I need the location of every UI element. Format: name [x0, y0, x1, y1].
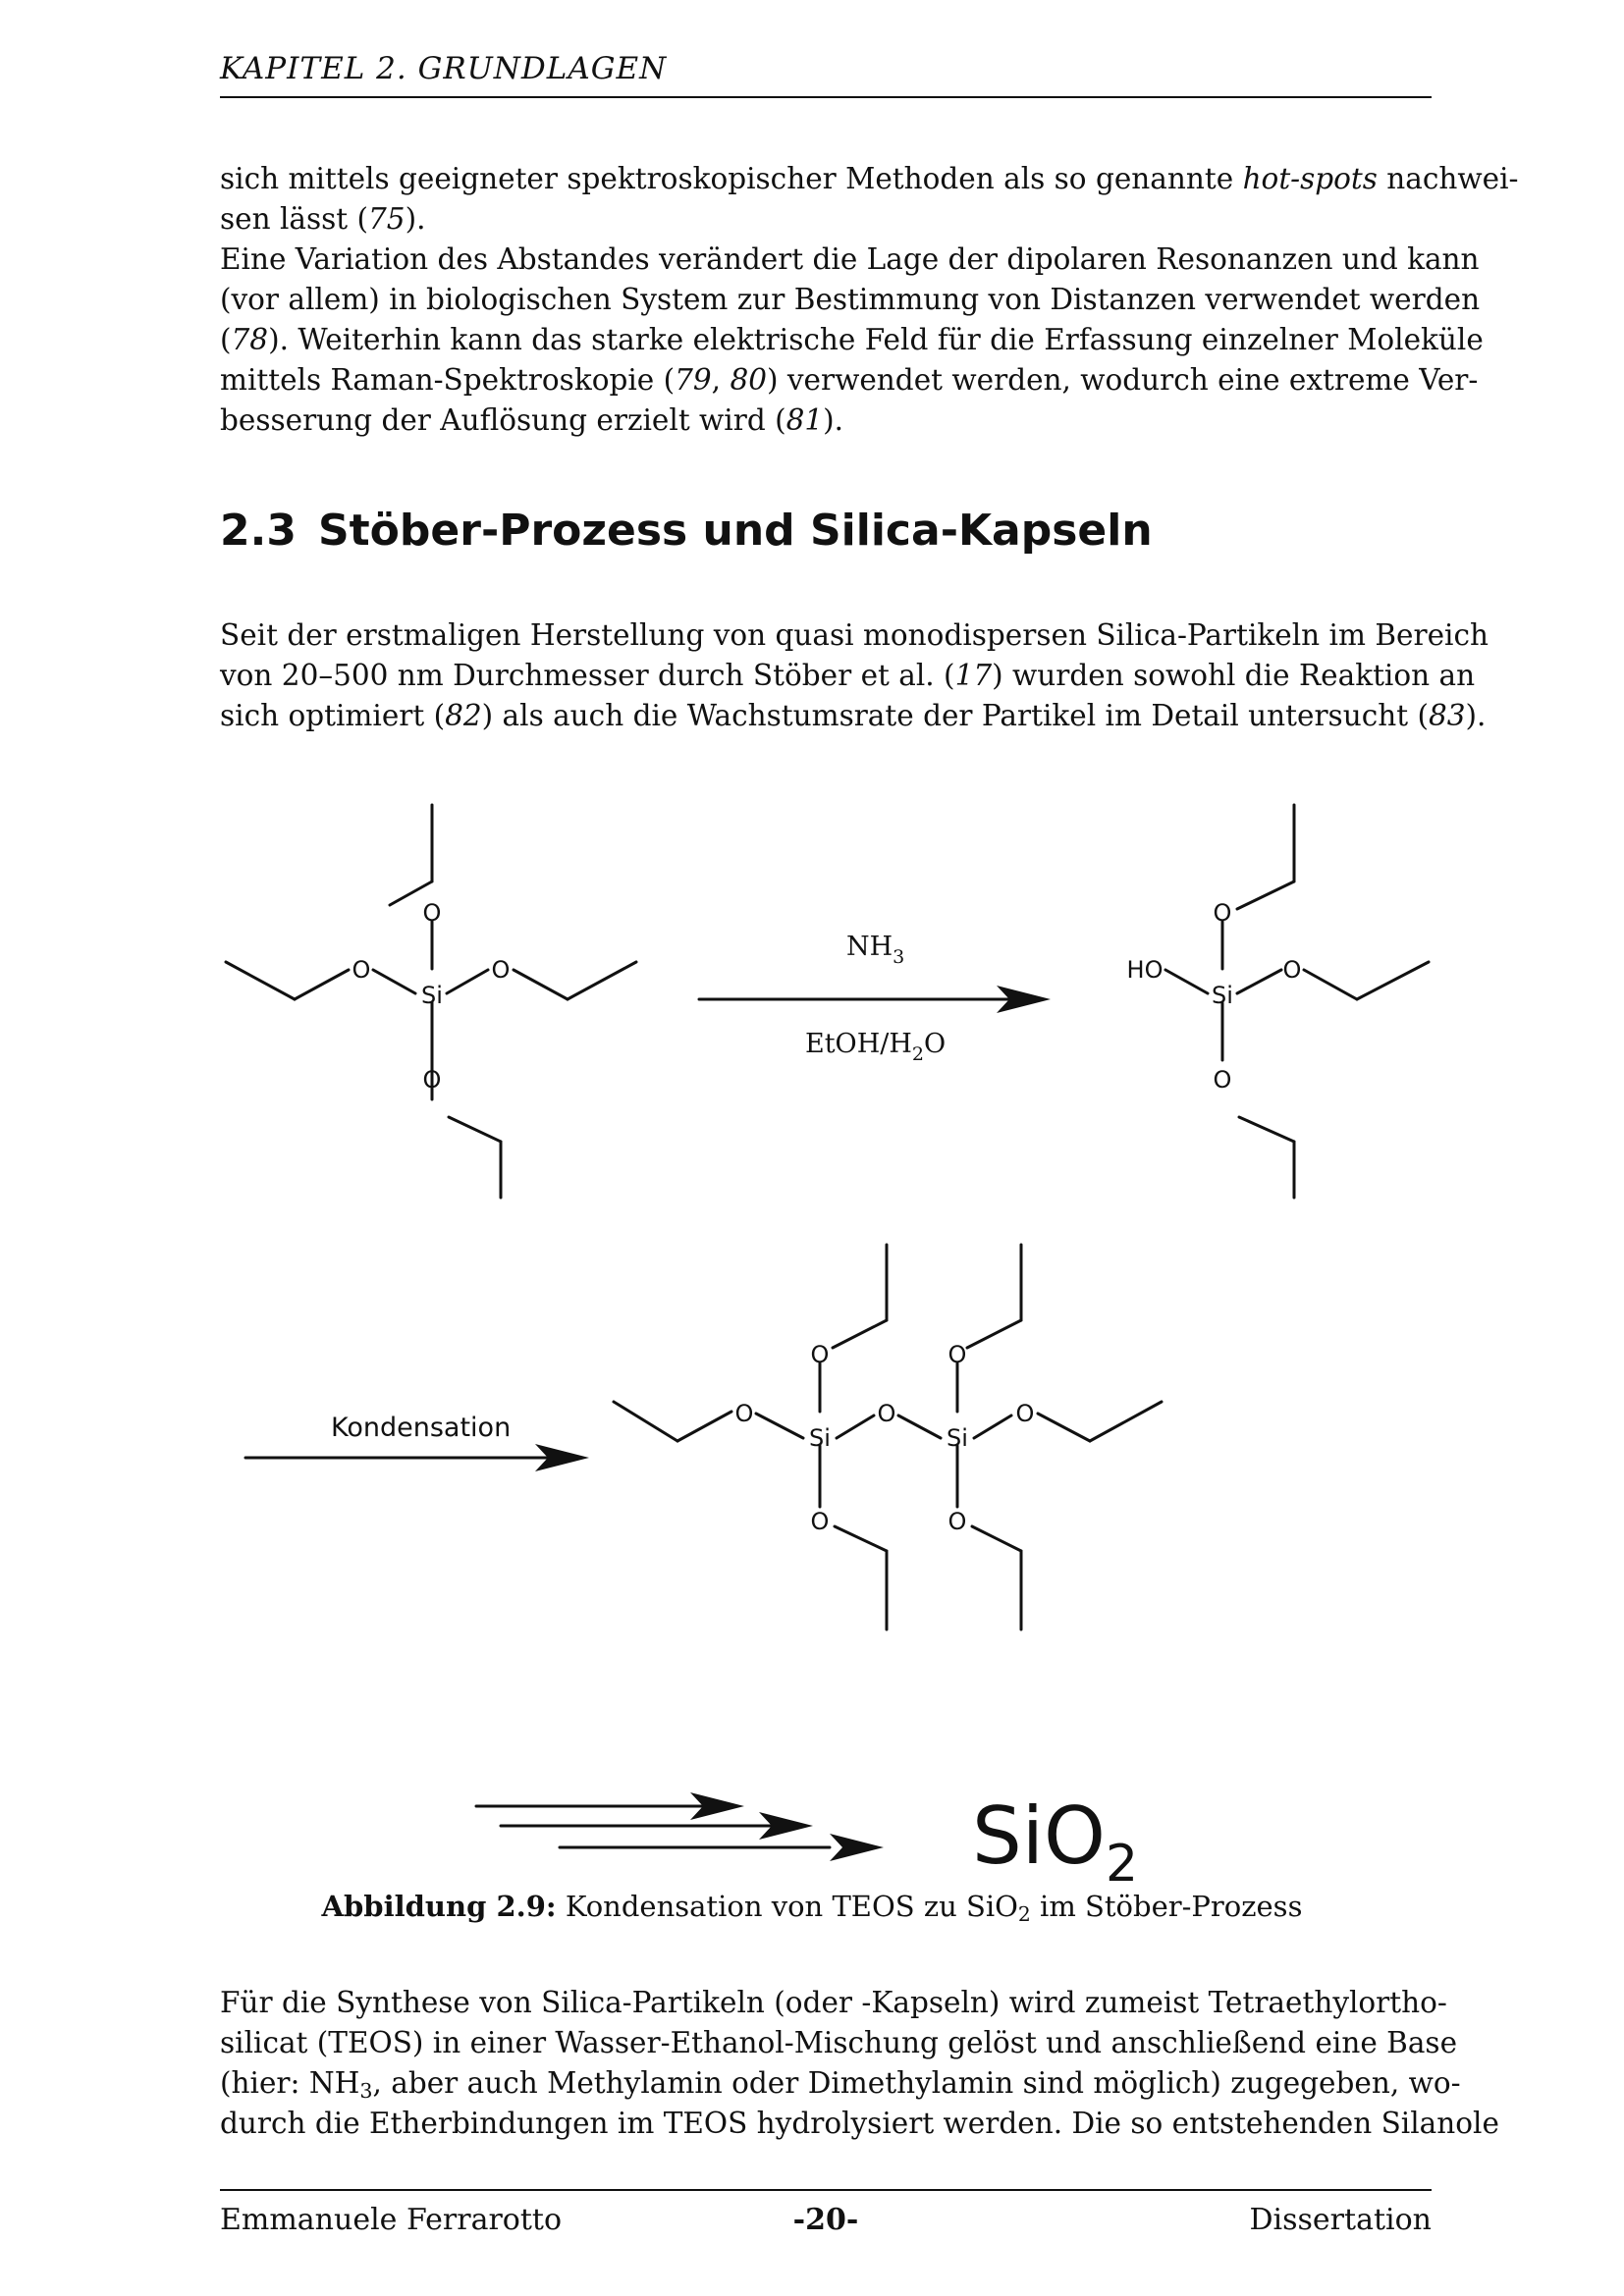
atom-label-si: Si [809, 1424, 831, 1452]
atom-label-o: O [810, 1341, 830, 1368]
header-rule [220, 96, 1432, 98]
running-head: KAPITEL 2. GRUNDLAGEN [220, 51, 668, 86]
text-line: sen lässt (75). [220, 202, 426, 236]
section-number: 2.3 [220, 506, 297, 556]
atom-label-ho: HO [1126, 956, 1164, 984]
atom-label-o: O [491, 956, 511, 984]
citation: 75 [368, 202, 406, 236]
text-line: Seit der erstmaligen Herstellung von quasi monodispersen Silica-Partikeln im Bereich [220, 618, 1489, 652]
reaction-scheme [0, 775, 1624, 1885]
atom-label-si: Si [1212, 982, 1233, 1009]
citation: 79 [675, 363, 712, 397]
citation: 83 [1428, 699, 1466, 732]
caption-label: Abbildung 2.9: [321, 1890, 557, 1923]
atom-label-o: O [1282, 956, 1302, 984]
reagent-label-bottom: EtOH/$H_2O$ [805, 1029, 947, 1065]
text-line: von 20–500 nm Durchmesser durch Stöber et al. (17) wurden sowohl die Reaktion an [220, 659, 1476, 692]
footer-document-type: Dissertation [1249, 2203, 1432, 2237]
atom-label-o: O [1213, 899, 1232, 927]
page-number: -20- [792, 2203, 859, 2237]
footer-author: Emmanuele Ferrarotto [220, 2203, 563, 2237]
atom-label-o: O [1213, 1066, 1232, 1094]
citation: 82 [445, 699, 482, 732]
atom-label-o: O [947, 1508, 967, 1535]
figure-teos-condensation [0, 775, 1624, 1885]
text-line: durch die Etherbindungen im TEOS hydrolysiert werden. Die so entstehenden Silanole [220, 2107, 1499, 2140]
text-line: besserung der Auflösung erzielt wird (81). [220, 403, 844, 437]
product-sio2: SiO$_2$ [972, 1790, 1139, 1885]
text-line: (78). Weiterhin kann das starke elektrische Feld für die Erfassung einzelner Moleküle [220, 323, 1484, 356]
atom-label-o: O [810, 1508, 830, 1535]
atom-label-o: O [422, 899, 442, 927]
silanol-molecule [1165, 805, 1429, 1198]
reagent-label-top: $NH_3$ [846, 932, 905, 968]
atom-label-si: Si [421, 982, 443, 1009]
arrow-head [830, 1834, 884, 1861]
paragraph-intro-continuation [220, 159, 1519, 240]
atom-label-o: O [877, 1400, 896, 1427]
atom-label-o: O [947, 1341, 967, 1368]
atom-label-si: Si [947, 1424, 968, 1452]
atom-label-o: O [422, 1066, 442, 1094]
emphasis-hot-spots: hot-spots [1242, 162, 1378, 195]
figure-caption: Abbildung 2.9: Kondensation von TEOS zu SiO$_2$ im Stöber-Prozess [321, 1890, 1303, 1927]
citation: 81 [785, 403, 824, 437]
text-line: sich mittels geeigneter spektroskopischer Methoden als so genannte hot-spots nachwei- [220, 162, 1519, 195]
paragraph-teos-synthesis [220, 1983, 1499, 2144]
text-line: Eine Variation des Abstandes verändert die Lage der dipolaren Resonanzen und kann [220, 242, 1480, 276]
text-line: (vor allem) in biologischen System zur Bestimmung von Distanzen verwendet werden [220, 283, 1481, 316]
paragraph-stoeber-history [220, 615, 1489, 736]
text-line: sich optimiert (82) als auch die Wachstumsrate der Partikel im Detail untersucht (83). [220, 699, 1487, 732]
citation: 17 [954, 659, 993, 692]
text-line: silicat (TEOS) in einer Wasser-Ethanol-Mischung gelöst und anschließend eine Base [220, 2026, 1458, 2059]
text-line: mittels Raman-Spektroskopie (79, 80) verwendet werden, wodurch eine extreme Ver- [220, 363, 1479, 397]
footer-rule [220, 2189, 1432, 2191]
atom-label-o: O [1015, 1400, 1035, 1427]
text-line: (hier: $NH_3$, aber auch Methylamin oder Dimethylamin sind möglich) zugegeben, wo- [220, 2066, 1461, 2104]
atom-label-o: O [352, 956, 371, 984]
condensation-label: Kondensation [331, 1413, 512, 1443]
text-line: Für die Synthese von Silica-Partikeln (oder -Kapseln) wird zumeist Tetraethylortho- [220, 1986, 1447, 2019]
citation: 78 [231, 323, 269, 356]
atom-label-o: O [734, 1400, 754, 1427]
disiloxane-molecule [614, 1245, 1162, 1629]
section-heading [220, 506, 1153, 556]
paragraph-distance-variation [220, 240, 1484, 441]
citation: 80 [730, 363, 767, 397]
section-title: Stöber-Prozess und Silica-Kapseln [317, 506, 1153, 556]
